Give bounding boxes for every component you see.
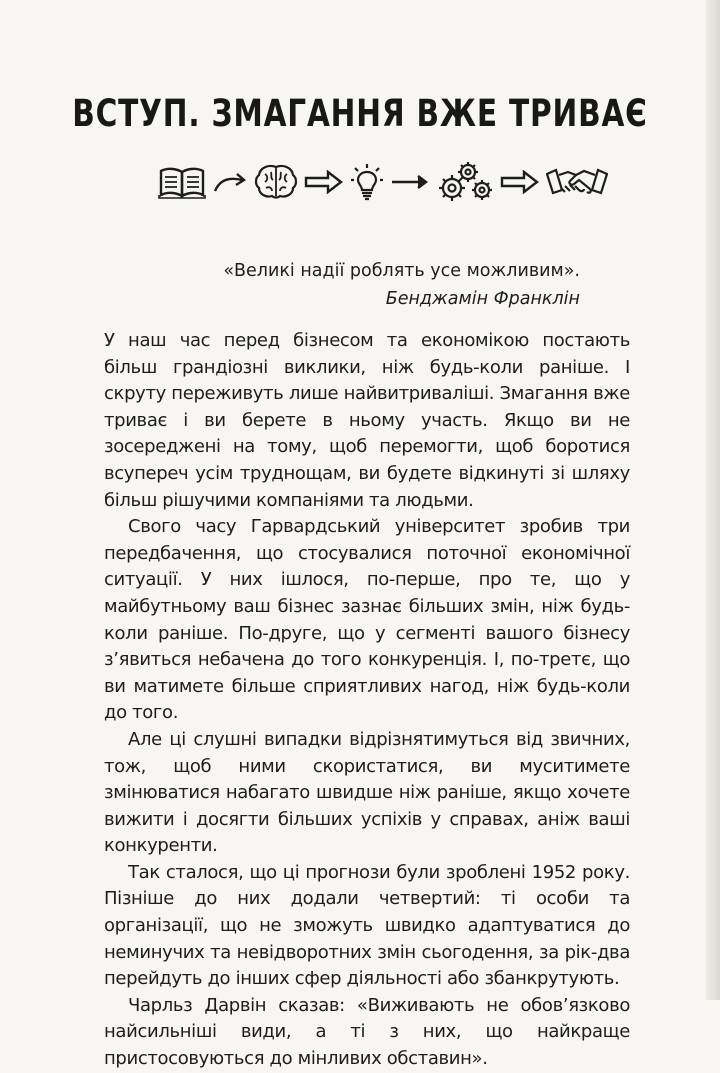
paragraph: Так сталося, що ці прогнози були зроблені 1952 року. Пізніше до них додали четвертий: ті особи та організації, що не зможуть швидко адаптуватися до неминучих та невідворотних змін сьогодення, за рік-два перейдуть до інших сфер діяльності або збанкрутують. [104, 861, 630, 990]
epigraph-quote: «Великі надії роблять усе можливим». [223, 261, 580, 281]
chapter-title: ВСТУП. ЗМАГАННЯ ВЖЕ ТРИВАЄ [72, 92, 648, 135]
process-icons-row [158, 158, 608, 206]
epigraph [100, 257, 580, 313]
handshake-icon [546, 164, 608, 200]
arrow-icon [500, 170, 540, 194]
lightbulb-icon [350, 162, 384, 202]
page-edge [706, 0, 720, 1000]
arrow-icon [212, 169, 248, 195]
book-icon [158, 165, 206, 199]
arrow-icon [304, 170, 344, 194]
brain-icon [254, 163, 298, 201]
gears-icon [436, 160, 494, 204]
paragraph: Але ці слушні випадки відрізнятимуться від звичних, тож, щоб ними скористатися, ви муситимете змінюватися набагато швидше ніж раніше, якщо хочете вижити і досягти більших успіхів у справах, аніж ваші конкуренти. [104, 728, 630, 857]
paragraph: Свого часу Гарвардський університет зробив три передбачення, що стосувалися поточної економічної ситуації. У них ішлося, по-перше, про те, що у майбутньому ваш бізнес зазнає більших змін, ніж будь-коли раніше. По-друге, що у сегменті вашого бізнесу з’явиться небачена до того конкуренція. І, по-третє, що ви матимете більше сприятливих нагод, ніж будь-коли до того. [104, 516, 630, 724]
arrow-icon [390, 172, 430, 192]
paragraph: Чарльз Дарвін сказав: «Виживають не обов’язково найсильніші види, а ті з них, що найкраще пристосовуються до мінливих обставин». [104, 994, 630, 1070]
body-text [104, 328, 630, 1073]
epigraph-author: Бенджамін Франклін [385, 289, 580, 309]
paragraph: У наш час перед бізнесом та економікою постають більш грандіозні виклики, ніж будь-коли раніше. І скруту переживуть лише найвитриваліші. Змагання вже триває і ви берете в ньому участь. Якщо ви не зосереджені на тому, щоб перемогти, щоб боротися всупереч усім труднощам, ви будете відкинуті зі шляху більш рішучими компаніями та людьми. [104, 330, 630, 511]
